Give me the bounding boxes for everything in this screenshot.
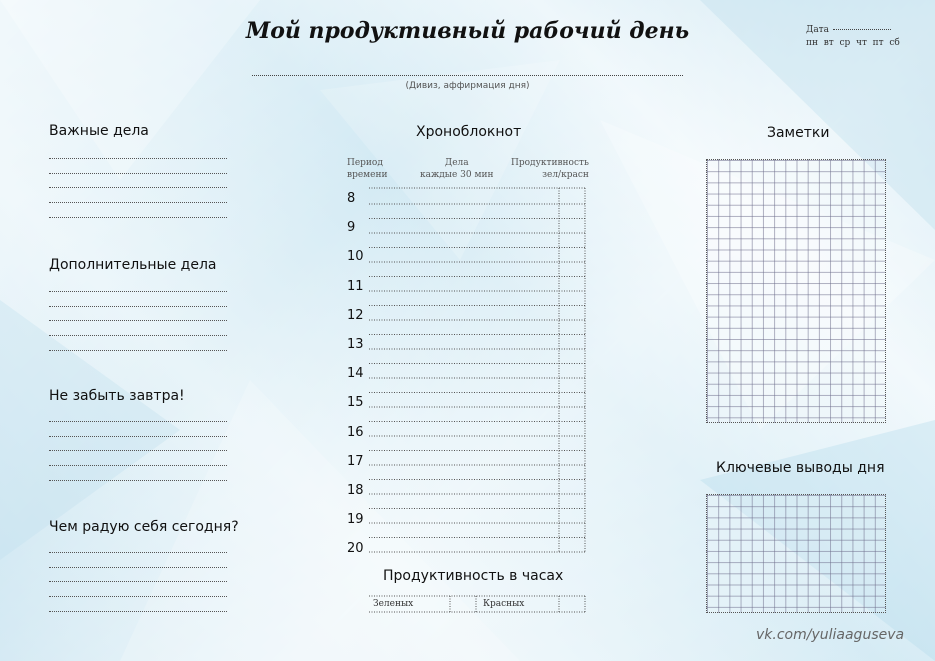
- conclusions-grid[interactable]: [706, 494, 886, 613]
- hour-label: 14: [347, 366, 364, 382]
- notes-grid[interactable]: [706, 159, 886, 423]
- important-tasks-heading: Важные дела: [49, 123, 149, 139]
- hour-label: 9: [347, 220, 356, 236]
- green-label: Зеленых: [373, 599, 414, 609]
- author-credit: vk.com/yuliaaguseva: [756, 627, 905, 643]
- hour-label: 11: [347, 278, 364, 294]
- red-label: Красных: [483, 599, 525, 609]
- conclusions-heading: Ключевые выводы дня: [716, 460, 885, 476]
- hour-label: 17: [347, 453, 364, 469]
- hour-label: 16: [347, 424, 364, 440]
- productivity-hours-heading: Продуктивность в часах: [383, 568, 564, 584]
- hour-label: 15: [347, 395, 364, 411]
- hour-label: 18: [347, 483, 364, 498]
- notes-heading: Заметки: [767, 125, 830, 141]
- hour-label: 10: [347, 249, 364, 265]
- additional-tasks-heading: Дополнительные дела: [49, 257, 217, 273]
- col-productivity: Продуктивность зел/красн: [511, 158, 589, 180]
- chrono-heading: Хроноблокнот: [416, 124, 522, 140]
- col-tasks: Дела каждые 30 мин: [420, 158, 494, 180]
- motto-caption: (Дивиз, аффирмация дня): [405, 81, 530, 91]
- hour-label: 20: [347, 541, 364, 557]
- remember-tomorrow-heading: Не забыть завтра!: [49, 388, 185, 404]
- col-period: Период времени: [347, 158, 388, 180]
- page-title: Мой продуктивный рабочий день: [245, 18, 690, 44]
- hour-label: 19: [347, 512, 364, 528]
- joy-heading: Чем радую себя сегодня?: [49, 519, 239, 535]
- date-label: Дата: [806, 25, 830, 35]
- hour-label: 8: [347, 191, 356, 206]
- hour-label: 13: [347, 337, 364, 352]
- hour-label: 12: [347, 307, 364, 323]
- weekdays: пн вт ср чт пт сб: [806, 38, 900, 48]
